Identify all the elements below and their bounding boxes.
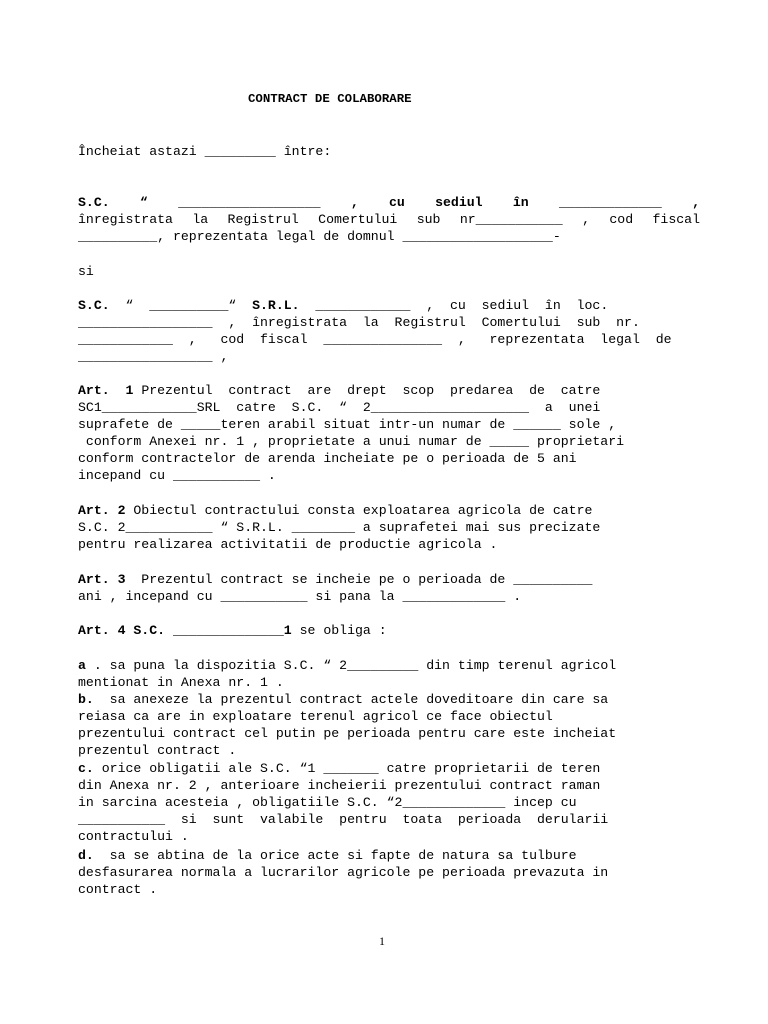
art2-line-3: pentru realizarea activitatii de productie agricola . xyxy=(78,537,498,552)
art4-blank: ______________ xyxy=(165,623,284,638)
art1-line-1 xyxy=(78,382,700,399)
art4-b-line-1 xyxy=(78,691,700,708)
art3-label: Art. 3 xyxy=(78,572,126,587)
art2-line-2: S.C. 2___________ “ S.R.L. ________ a suprafetei mai sus precizate xyxy=(78,520,601,535)
art4-label-1: 1 xyxy=(283,623,292,638)
art4-c-line-2: din Anexa nr. 2 , anterioare incheierii prezentului contract raman xyxy=(78,778,601,793)
art2-text-1: Obiectul contractului consta exploatarea agricola de catre xyxy=(125,503,593,518)
art4-d-line-3: contract . xyxy=(78,882,158,897)
party2-line-2: _________________ , înregistrata la Registrul Comertului sub nr. xyxy=(78,315,640,330)
art4-label: Art. 4 S.C. xyxy=(78,623,166,638)
art4-b-label: b. xyxy=(78,692,94,707)
art4-b-line-4: prezentul contract . xyxy=(78,743,237,758)
art4-c-line-4: ___________ si sunt valabile pentru toata perioada derularii xyxy=(78,812,609,827)
art3-line-2: ani , incepand cu ___________ si pana la _____________ . xyxy=(78,589,522,604)
art1-label: Art. 1 xyxy=(78,383,134,398)
art4-a-label: a xyxy=(78,658,86,673)
art1-line-5: conform contractelor de arenda incheiate pe o perioada de 5 ani xyxy=(78,451,577,466)
art4-a-line-1 xyxy=(78,657,700,674)
party2-sc-label: S.C. xyxy=(78,298,110,313)
art2-label: Art. 2 xyxy=(78,503,126,518)
art1-line-3: suprafete de _____teren arabil situat intr-un numar de ______ sole , xyxy=(78,417,617,432)
art4-c-label: c. xyxy=(78,761,94,776)
art4-rest: se obliga : xyxy=(291,623,387,638)
party2-line-3: ____________ , cod fiscal _______________ , reprezentata legal de xyxy=(78,332,672,347)
contract-title: CONTRACT DE COLABORARE xyxy=(248,92,412,106)
art4-heading xyxy=(78,622,700,639)
art4-c-line-1 xyxy=(78,760,700,777)
art4-b-line-2: reiasa ca are in exploatare terenul agricol ce face obiectul xyxy=(78,709,553,724)
conjunction-si: si xyxy=(78,264,94,279)
art3-text-1: Prezentul contract se incheie pe o perioada de __________ xyxy=(125,572,593,587)
party1-line-3: __________, reprezentata legal de domnul ___________________- xyxy=(78,229,561,244)
art1-line-2: SC1____________SRL catre S.C. “ 2____________________ a unei xyxy=(78,400,601,415)
art4-d-label: d. xyxy=(78,848,94,863)
art1-line-4: conform Anexei nr. 1 , proprietate a unui numar de _____ proprietari xyxy=(78,434,625,449)
art4-a-line-2: mentionat in Anexa nr. 1 . xyxy=(78,675,284,690)
art4-b-line-3: prezentului contract cel putin pe perioada pentru care este incheiat xyxy=(78,726,617,741)
art1-text-1: Prezentul contract are drept scop predarea de catre xyxy=(133,383,601,398)
art4-c-text-1: orice obligatii ale S.C. “1 _______ catre proprietarii de teren xyxy=(93,761,601,776)
art4-d-line-1 xyxy=(78,847,700,864)
art4-d-line-2: desfasurarea normala a lucrarilor agricole pe perioada prevazuta in xyxy=(78,865,609,880)
intro-line: Încheiat astazi _________ între: xyxy=(78,144,332,159)
art2-line-1 xyxy=(78,502,700,519)
party2-name-blank: “ __________“ xyxy=(109,298,253,313)
party1-text: S.C. “ __________________ , cu sediul în _____________ , xyxy=(78,195,700,210)
page-number: 1 xyxy=(379,934,385,948)
art4-c-line-5: contractului . xyxy=(78,829,189,844)
party1-line-1 xyxy=(78,194,700,211)
art4-c-line-3: in sarcina acesteia , obligatiile S.C. “2_____________ incep cu xyxy=(78,795,577,810)
party2-line-1 xyxy=(78,297,700,314)
party1-line-2: înregistrata la Registrul Comertului sub nr___________ , cod fiscal xyxy=(78,212,700,227)
party2-line1-rest: ____________ , cu sediul în loc. xyxy=(299,298,609,313)
party2-srl-label: S.R.L. xyxy=(252,298,300,313)
art3-line-1 xyxy=(78,571,700,588)
art4-a-text-1: . sa puna la dispozitia S.C. “ 2_________ din timp terenul agricol xyxy=(85,658,617,673)
art1-line-6: incepand cu ___________ . xyxy=(78,468,276,483)
art4-b-text-1: sa anexeze la prezentul contract actele doveditoare din care sa xyxy=(93,692,609,707)
art4-d-text-1: sa se abtina de la orice acte si fapte de natura sa tulbure xyxy=(93,848,577,863)
party2-line-4: _________________ , xyxy=(78,349,229,364)
